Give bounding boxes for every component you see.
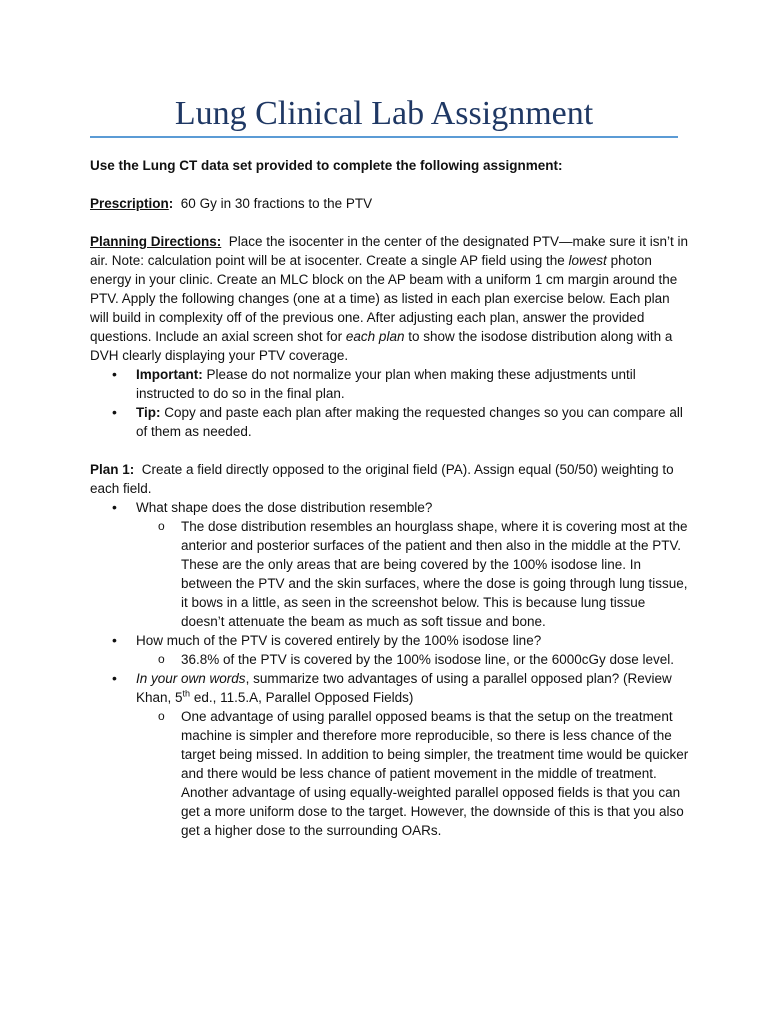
planning-directions: Planning Directions: Place the isocenter in the center of the designated PTV—make sure it isn’t in air. Note: calculation point will be at isocenter. Create a single AP field using the lowest photon energy in your clinic. Create an MLC block on the AP beam with a uniform 1 cm margin around the PTV. Apply the following changes (one at a time) as listed in each plan exercise below. Each plan will build in complexity off of the previous one. After adjusting each plan, answer the provided questions. Include an axial screen shot for each plan to show the isodose distribution along with a DVH clearly displaying your PTV coverage. <box>90 234 689 363</box>
planning-bullets <box>90 365 690 441</box>
plan1-label: Plan 1: <box>90 462 135 477</box>
question-item: • In your own words, summarize two advantages of using a parallel opposed plan? (Review Khan, 5th ed., 11.5.A, Parallel Opposed Fields) <box>90 669 690 707</box>
prescription-line: Prescription: 60 Gy in 30 fractions to the PTV <box>90 196 373 211</box>
list-item: • Important: Please do not normalize your plan when making these adjustments until instructed to do so in the final plan. <box>90 365 690 403</box>
answer-item: o The dose distribution resembles an hourglass shape, where it is covering most at the anterior and posterior surfaces of the patient and then also in the middle at the PTV. These are the only areas that are being covered by the 100% isodose line. In between the PTV and the skin surfaces, where the dose is going through lung tissue, it bows in a little, as seen in the screenshot below. This is because lung tissue doesn’t attenuate the beam as much as soft tissue and bone. <box>90 517 690 631</box>
question-item: • How much of the PTV is covered entirely by the 100% isodose line? <box>90 631 690 650</box>
question-item: • What shape does the dose distribution resemble? <box>90 498 690 517</box>
answer-item: o 36.8% of the PTV is covered by the 100% isodose line, or the 6000cGy dose level. <box>90 650 690 669</box>
list-item: • Tip: Copy and paste each plan after making the requested changes so you can compare all of them as needed. <box>90 403 690 441</box>
answer-item: o One advantage of using parallel opposed beams is that the setup on the treatment machine is simpler and therefore more reproducible, so there is less chance of the target being missed. In addition to being simpler, the treatment time would be quicker and there would be less chance of patient movement in the middle of treatment. Another advantage of using equally-weighted parallel opposed fields is that you can get a more uniform dose to the target. However, the downside of this is that you also get a higher dose to the surrounding OARs. <box>90 707 690 840</box>
plan1-questions <box>90 498 690 840</box>
title-underline <box>90 136 678 138</box>
prescription-text: 60 Gy in 30 fractions to the PTV <box>180 196 373 211</box>
page-title: Lung Clinical Lab Assignment <box>174 95 594 132</box>
prescription-label: Prescription <box>90 196 169 211</box>
document-body <box>90 156 690 840</box>
planning-label: Planning Directions: <box>90 234 222 249</box>
plan1-intro: Plan 1: Create a field directly opposed to the original field (PA). Assign equal (50/50) weighting to each field. <box>90 462 674 496</box>
intro-line: Use the Lung CT data set provided to complete the following assignment: <box>90 158 563 173</box>
